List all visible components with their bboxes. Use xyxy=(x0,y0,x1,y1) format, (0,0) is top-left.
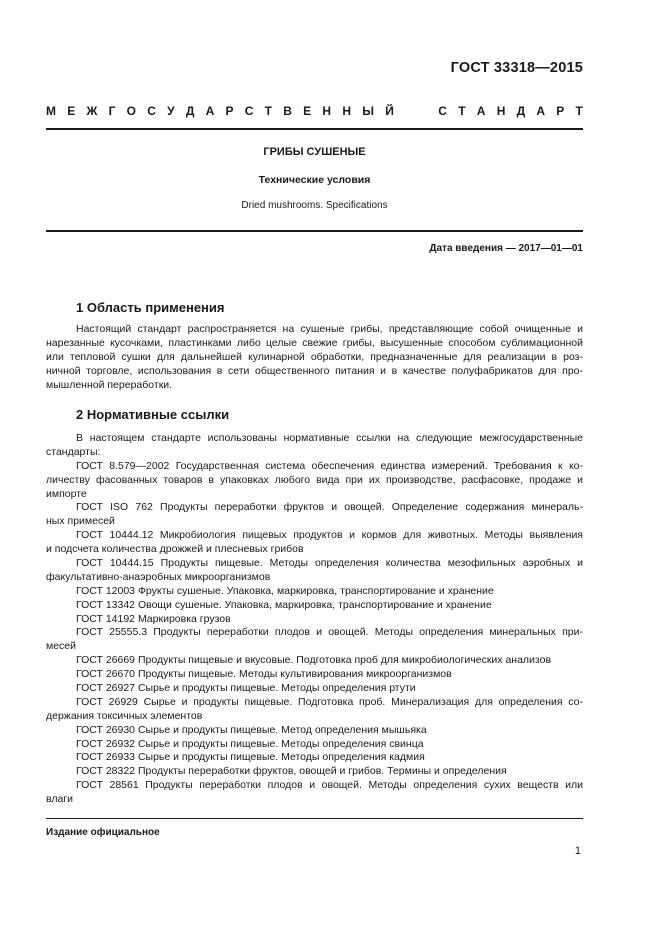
footer-rule xyxy=(46,818,583,819)
text-line: ничной торговле, использования в сети общественного питания и в качестве полуфабрикатов для про- xyxy=(46,364,583,377)
banner-letter: О xyxy=(126,104,136,118)
text-line: Настоящий стандарт распространяется на сушеные грибы, представляющие собой очищенные и xyxy=(76,323,583,335)
banner-letter: А xyxy=(205,104,215,118)
text-line: импорте xyxy=(46,487,87,500)
banner-letter: Е xyxy=(303,104,312,118)
banner-letter: Й xyxy=(385,104,394,118)
page-number: 1 xyxy=(574,845,581,857)
text-line: ГОСТ 10444.15 Продукты пищевые. Методы определения количества мезофильных аэробных и xyxy=(76,557,583,570)
text-line: ГОСТ 28322 Продукты переработки фруктов, овощей и грибов. Термины и определения xyxy=(76,765,507,778)
banner-letter: Н xyxy=(342,104,351,118)
section-2-body xyxy=(46,432,583,807)
section-1-heading: 1 Область применения xyxy=(76,300,225,315)
banner-letter: Д xyxy=(185,104,195,118)
banner-letter: Е xyxy=(67,104,76,118)
text-line: держания токсичных элементов xyxy=(46,709,203,722)
banner-letter: Т xyxy=(458,104,466,118)
official-edition-label: Издание официальное xyxy=(46,827,160,838)
text-line: и подсчета количества дрожжей и плесневых грибов xyxy=(46,543,304,556)
english-title: Dried mushrooms. Specifications xyxy=(241,200,388,211)
text-line: ГОСТ 26929 Сырье и продукты пищевые. Подготовка проб. Минерализация для определения со- xyxy=(76,695,583,708)
banner-letter: Т xyxy=(264,104,273,118)
title-rule xyxy=(46,230,583,232)
banner-letter: С xyxy=(147,104,156,118)
text-line: ГОСТ 28561 Продукты переработки плодов и овощей. Методы определения сухих веществ или xyxy=(76,779,583,792)
text-line: ГОСТ 26930 Сырье и продукты пищевые. Метод определения мышьяка xyxy=(76,723,427,736)
text-line: мышленной переработки. xyxy=(46,378,173,391)
banner-letter: Т xyxy=(575,104,583,118)
text-line: ГОСТ 26933 Сырье и продукты пищевые. Методы определения кадмия xyxy=(76,751,425,764)
section-1-body xyxy=(46,323,583,392)
banner-letter: Р xyxy=(556,104,565,118)
banner-letter: М xyxy=(46,104,56,118)
document-title: ГРИБЫ СУШЕНЫЕ xyxy=(263,146,366,158)
banner-letter: С xyxy=(438,104,447,118)
banner-letter: Р xyxy=(225,104,234,118)
banner-letter: В xyxy=(283,104,292,118)
banner-letter: Н xyxy=(496,104,506,118)
section-2-heading: 2 Нормативные ссылки xyxy=(76,407,230,422)
text-line: стандарты: xyxy=(46,445,101,458)
banner-letter: Ы xyxy=(362,104,374,118)
text-line: нарезанные кусочками, пластинками либо целые свежие грибы, высушенные способом сублимационной xyxy=(46,336,583,349)
banner-letter: Ж xyxy=(86,104,98,118)
banner-gap xyxy=(405,104,427,118)
top-rule xyxy=(46,128,583,130)
text-line: ГОСТ 26670 Продукты пищевые. Методы культивирования микроорганизмов xyxy=(76,668,452,681)
text-line: ГОСТ 26932 Сырье и продукты пищевые. Методы определения свинца xyxy=(76,737,424,750)
text-line: ГОСТ 26669 Продукты пищевые и вкусовые. Подготовка проб для микробиологических анализов xyxy=(76,654,552,667)
document-code: ГОСТ 33318—2015 xyxy=(450,60,583,76)
text-line: влаги xyxy=(46,793,73,806)
text-line: или тепловой сушки для дальнейшей кулинарной обработки, предназначенные для реализации в роз- xyxy=(46,350,583,363)
text-line: В настоящем стандарте использованы нормативные ссылки на следующие межгосударственные xyxy=(76,432,583,444)
banner-letter: А xyxy=(536,104,546,118)
banner-letter: Г xyxy=(108,104,116,118)
document-subtitle: Технические условия xyxy=(258,174,371,186)
text-line: ГОСТ 25555.3 Продукты переработки плодов и овощей. Методы определения минеральных при- xyxy=(76,626,583,639)
text-line: месей xyxy=(46,640,77,653)
text-line: ГОСТ 13342 Овощи сушеные. Упаковка, маркировка, транспортирование и хранение xyxy=(76,598,492,611)
banner-letter: А xyxy=(476,104,486,118)
text-line: ГОСТ 10444.12 Микробиология пищевых продуктов и кормов для животных. Методы выявления xyxy=(76,529,583,542)
banner-letter: Н xyxy=(322,104,332,118)
text-line: ных примесей xyxy=(46,515,115,528)
banner-letter: У xyxy=(167,104,175,118)
text-line: личеству фасованных товаров в упаковках любого вида при их производстве, расфасовке, продаже и xyxy=(46,473,583,486)
text-line: ГОСТ 26927 Сырье и продукты пищевые. Методы определения ртути xyxy=(76,682,416,695)
banner-letter: Д xyxy=(516,104,526,118)
effective-date: Дата введения — 2017—01—01 xyxy=(429,243,583,254)
text-line: ГОСТ ISO 762 Продукты переработки фруктов и овощей. Определение содержания минераль- xyxy=(76,501,583,514)
text-line: ГОСТ 12003 Фрукты сушеные. Упаковка, маркировка, транспортирование и хранение xyxy=(76,584,494,597)
text-line: факультативно-анаэробных микроорганизмов xyxy=(46,570,271,583)
standard-type-banner xyxy=(46,104,583,118)
banner-letter: С xyxy=(244,104,254,118)
text-line: ГОСТ 8.579—2002 Государственная система обеспечения единства измерений. Требования к ко- xyxy=(76,459,583,472)
text-line: ГОСТ 14192 Маркировка грузов xyxy=(76,612,231,625)
